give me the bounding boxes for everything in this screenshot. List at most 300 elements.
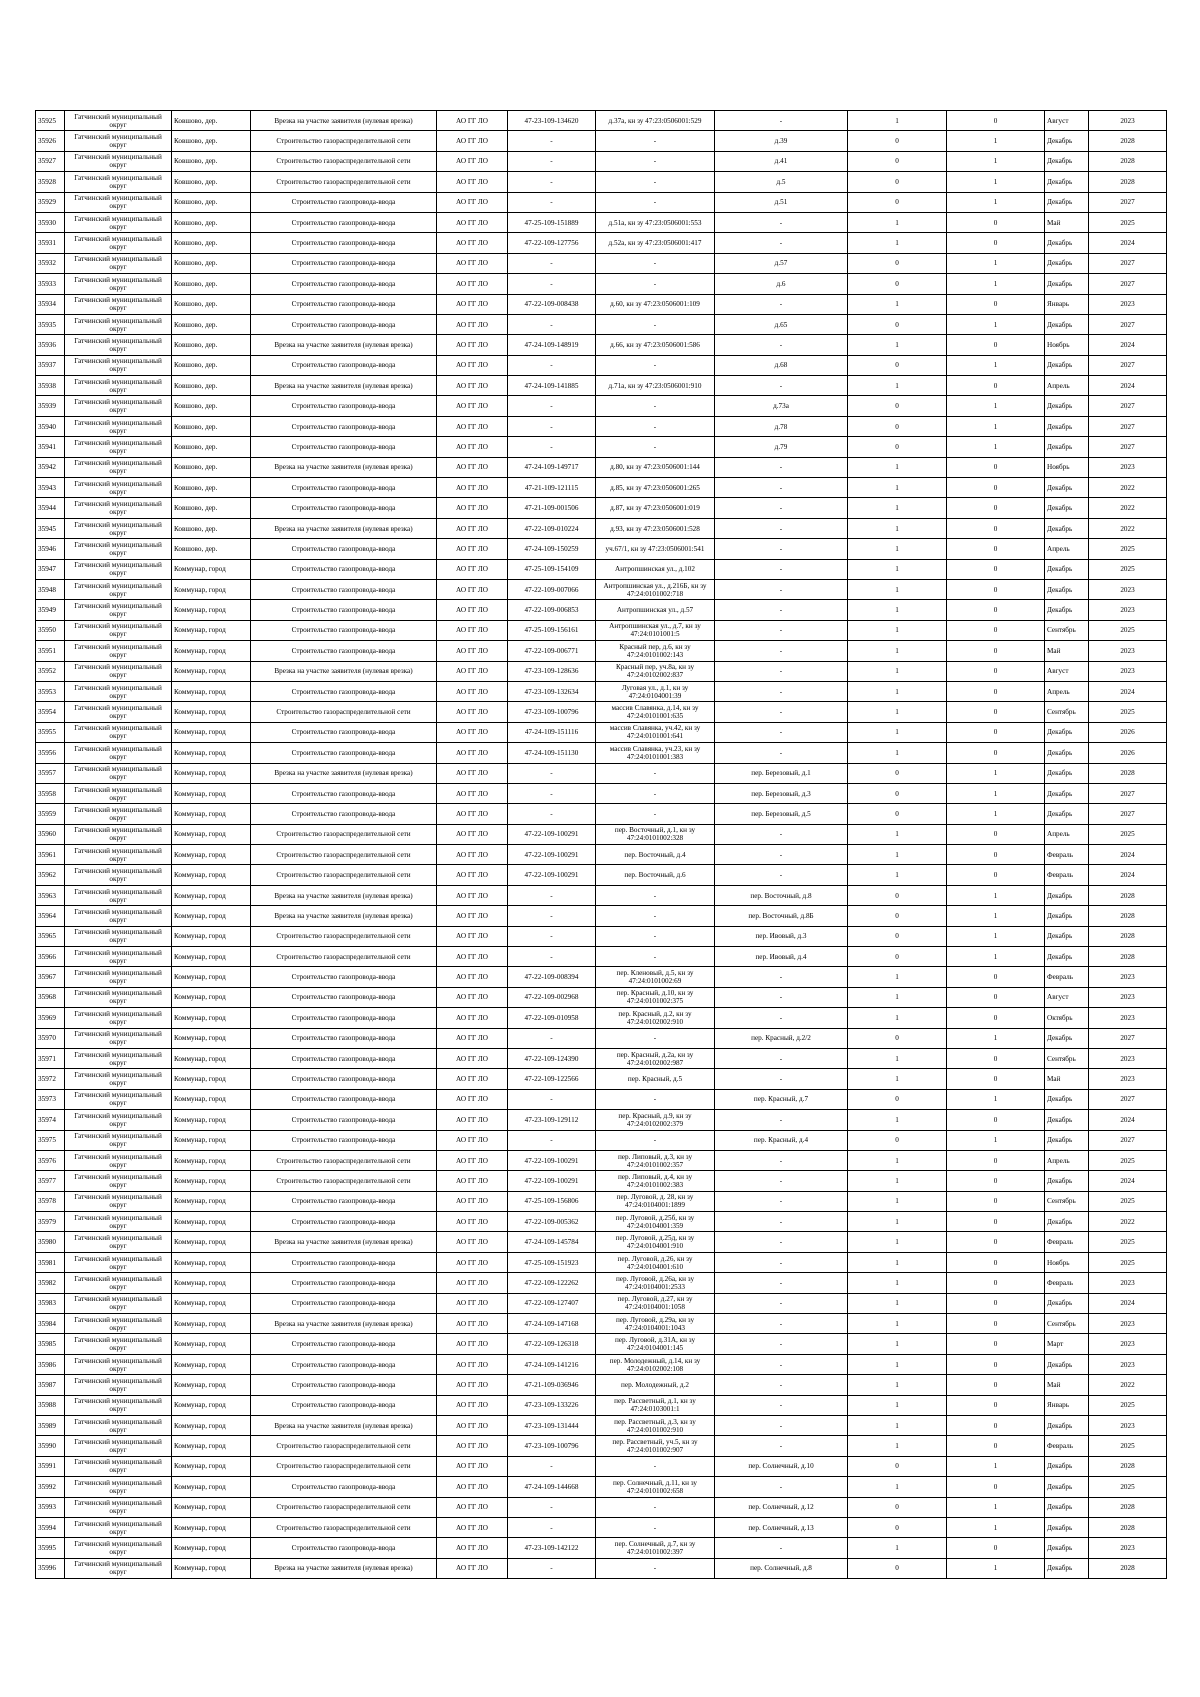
- count-a-cell: 1: [848, 1273, 947, 1293]
- planned-address-cell: -: [715, 457, 848, 477]
- district-cell: Гатчинский муниципальный округ: [65, 1416, 172, 1436]
- month-cell: Февраль: [1045, 1273, 1089, 1293]
- year-cell: 2025: [1089, 1150, 1167, 1170]
- planned-address-cell: -: [715, 212, 848, 232]
- row-number: 35926: [36, 131, 65, 151]
- address-cell: пер. Луговой, д.26, кн зу 47:24:0104001:610: [596, 1252, 715, 1272]
- organization-cell: АО ГГ ЛО: [437, 314, 508, 334]
- organization-cell: АО ГГ ЛО: [437, 783, 508, 803]
- address-cell: массив Славянка, уч.23, кн зу 47:24:0101001:383: [596, 743, 715, 763]
- address-cell: -: [596, 1028, 715, 1048]
- settlement-cell: Коммунар, город: [172, 1558, 251, 1578]
- application-number-cell: -: [508, 396, 596, 416]
- address-cell: Антропшинская ул., д.216Б, кн зу 47:24:0101002:718: [596, 579, 715, 599]
- row-number: 35960: [36, 824, 65, 844]
- district-cell: Гатчинский муниципальный округ: [65, 600, 172, 620]
- year-cell: 2022: [1089, 478, 1167, 498]
- application-number-cell: 47-24-109-141885: [508, 376, 596, 396]
- district-cell: Гатчинский муниципальный округ: [65, 906, 172, 926]
- organization-cell: АО ГГ ЛО: [437, 539, 508, 559]
- table-row: [36, 1416, 1167, 1436]
- row-number: 35994: [36, 1517, 65, 1537]
- month-cell: Январь: [1045, 1395, 1089, 1415]
- work-type-cell: Врезка на участке заявителя (нулевая врезка): [251, 376, 437, 396]
- district-cell: Гатчинский муниципальный округ: [65, 824, 172, 844]
- count-b-cell: 0: [947, 1212, 1045, 1232]
- work-type-cell: Строительство газопровода-ввода: [251, 396, 437, 416]
- planned-address-cell: пер. Восточный, д.8: [715, 885, 848, 905]
- month-cell: Ноябрь: [1045, 335, 1089, 355]
- row-number: 35991: [36, 1456, 65, 1476]
- address-cell: д.37а, кн зу 47:23:0506001:529: [596, 111, 715, 131]
- row-number: 35981: [36, 1252, 65, 1272]
- planned-address-cell: д.78: [715, 416, 848, 436]
- planned-address-cell: -: [715, 1314, 848, 1334]
- count-b-cell: 0: [947, 987, 1045, 1007]
- month-cell: Ноябрь: [1045, 457, 1089, 477]
- address-cell: пер. Восточный, д.4: [596, 845, 715, 865]
- organization-cell: АО ГГ ЛО: [437, 437, 508, 457]
- settlement-cell: Ковшово, дер.: [172, 111, 251, 131]
- district-cell: Гатчинский муниципальный округ: [65, 172, 172, 192]
- work-type-cell: Строительство газопровода-ввода: [251, 1089, 437, 1109]
- organization-cell: АО ГГ ЛО: [437, 335, 508, 355]
- count-a-cell: 1: [848, 1232, 947, 1252]
- work-type-cell: Строительство газопровода-ввода: [251, 967, 437, 987]
- count-a-cell: 0: [848, 253, 947, 273]
- count-a-cell: 1: [848, 111, 947, 131]
- month-cell: Декабрь: [1045, 1110, 1089, 1130]
- work-type-cell: Строительство газораспределительной сети: [251, 151, 437, 171]
- address-cell: -: [596, 416, 715, 436]
- table-row: [36, 355, 1167, 375]
- settlement-cell: Коммунар, город: [172, 1130, 251, 1150]
- address-cell: д.93, кн зу 47:23:0506001:528: [596, 518, 715, 538]
- year-cell: 2028: [1089, 1558, 1167, 1578]
- count-a-cell: 1: [848, 967, 947, 987]
- organization-cell: АО ГГ ЛО: [437, 620, 508, 640]
- address-cell: пер. Луговой, д.26а, кн зу 47:24:0104001:2533: [596, 1273, 715, 1293]
- settlement-cell: Коммунар, город: [172, 1048, 251, 1068]
- application-number-cell: 47-25-109-154109: [508, 559, 596, 579]
- count-a-cell: 1: [848, 518, 947, 538]
- count-b-cell: 0: [947, 1048, 1045, 1068]
- address-cell: пер. Луговой, д.27, кн зу 47:24:0104001:1058: [596, 1293, 715, 1313]
- planned-address-cell: -: [715, 681, 848, 701]
- year-cell: 2024: [1089, 865, 1167, 885]
- planned-address-cell: д.6: [715, 274, 848, 294]
- organization-cell: АО ГГ ЛО: [437, 416, 508, 436]
- work-type-cell: Строительство газопровода-ввода: [251, 620, 437, 640]
- count-b-cell: 0: [947, 1293, 1045, 1313]
- row-number: 35982: [36, 1273, 65, 1293]
- count-a-cell: 1: [848, 335, 947, 355]
- month-cell: Декабрь: [1045, 396, 1089, 416]
- district-cell: Гатчинский муниципальный округ: [65, 111, 172, 131]
- planned-address-cell: -: [715, 1008, 848, 1028]
- settlement-cell: Коммунар, город: [172, 1538, 251, 1558]
- district-cell: Гатчинский муниципальный округ: [65, 1375, 172, 1395]
- organization-cell: АО ГГ ЛО: [437, 1517, 508, 1537]
- year-cell: 2022: [1089, 518, 1167, 538]
- address-cell: Антропшинская ул., д.57: [596, 600, 715, 620]
- count-a-cell: 0: [848, 151, 947, 171]
- year-cell: 2023: [1089, 579, 1167, 599]
- application-number-cell: 47-22-109-100291: [508, 865, 596, 885]
- year-cell: 2023: [1089, 987, 1167, 1007]
- work-type-cell: Строительство газораспределительной сети: [251, 947, 437, 967]
- district-cell: Гатчинский муниципальный округ: [65, 212, 172, 232]
- year-cell: 2027: [1089, 1028, 1167, 1048]
- district-cell: Гатчинский муниципальный округ: [65, 947, 172, 967]
- count-a-cell: 0: [848, 192, 947, 212]
- planned-address-cell: -: [715, 1150, 848, 1170]
- month-cell: Январь: [1045, 294, 1089, 314]
- year-cell: 2027: [1089, 416, 1167, 436]
- month-cell: Декабрь: [1045, 233, 1089, 253]
- year-cell: 2024: [1089, 1110, 1167, 1130]
- district-cell: Гатчинский муниципальный округ: [65, 1130, 172, 1150]
- count-b-cell: 0: [947, 681, 1045, 701]
- address-cell: д.80, кн зу 47:23:0506001:144: [596, 457, 715, 477]
- count-b-cell: 1: [947, 131, 1045, 151]
- district-cell: Гатчинский муниципальный округ: [65, 437, 172, 457]
- year-cell: 2024: [1089, 233, 1167, 253]
- count-b-cell: 1: [947, 151, 1045, 171]
- settlement-cell: Коммунар, город: [172, 845, 251, 865]
- work-type-cell: Строительство газопровода-ввода: [251, 1008, 437, 1028]
- table-row: [36, 111, 1167, 131]
- month-cell: Апрель: [1045, 1150, 1089, 1170]
- settlement-cell: Ковшово, дер.: [172, 172, 251, 192]
- district-cell: Гатчинский муниципальный округ: [65, 1314, 172, 1334]
- year-cell: 2027: [1089, 396, 1167, 416]
- work-type-cell: Строительство газопровода-ввода: [251, 1252, 437, 1272]
- month-cell: Сентябрь: [1045, 1314, 1089, 1334]
- planned-address-cell: -: [715, 641, 848, 661]
- application-number-cell: -: [508, 1130, 596, 1150]
- count-a-cell: 1: [848, 539, 947, 559]
- month-cell: Декабрь: [1045, 274, 1089, 294]
- settlement-cell: Коммунар, город: [172, 1517, 251, 1537]
- row-number: 35968: [36, 987, 65, 1007]
- organization-cell: АО ГГ ЛО: [437, 457, 508, 477]
- row-number: 35977: [36, 1171, 65, 1191]
- work-type-cell: Врезка на участке заявителя (нулевая врезка): [251, 885, 437, 905]
- address-cell: пер. Луговой, д.25д, кн зу 47:24:0104001:910: [596, 1232, 715, 1252]
- month-cell: Декабрь: [1045, 783, 1089, 803]
- district-cell: Гатчинский муниципальный округ: [65, 702, 172, 722]
- table-row: [36, 702, 1167, 722]
- planned-address-cell: -: [715, 1538, 848, 1558]
- month-cell: Февраль: [1045, 967, 1089, 987]
- count-a-cell: 0: [848, 885, 947, 905]
- month-cell: Декабрь: [1045, 314, 1089, 334]
- planned-address-cell: -: [715, 539, 848, 559]
- planned-address-cell: д.51: [715, 192, 848, 212]
- work-type-cell: Строительство газопровода-ввода: [251, 416, 437, 436]
- count-b-cell: 0: [947, 579, 1045, 599]
- organization-cell: АО ГГ ЛО: [437, 253, 508, 273]
- address-cell: пер. Красный, д.2, кн зу 47:24:0102002:910: [596, 1008, 715, 1028]
- settlement-cell: Ковшово, дер.: [172, 192, 251, 212]
- count-b-cell: 1: [947, 416, 1045, 436]
- planned-address-cell: -: [715, 722, 848, 742]
- organization-cell: АО ГГ ЛО: [437, 743, 508, 763]
- application-number-cell: 47-22-109-006771: [508, 641, 596, 661]
- table-row: [36, 722, 1167, 742]
- count-b-cell: 1: [947, 926, 1045, 946]
- year-cell: 2023: [1089, 967, 1167, 987]
- count-b-cell: 1: [947, 947, 1045, 967]
- settlement-cell: Коммунар, город: [172, 1416, 251, 1436]
- organization-cell: АО ГГ ЛО: [437, 294, 508, 314]
- application-number-cell: -: [508, 253, 596, 273]
- count-b-cell: 1: [947, 804, 1045, 824]
- district-cell: Гатчинский муниципальный округ: [65, 743, 172, 763]
- settlement-cell: Коммунар, город: [172, 824, 251, 844]
- district-cell: Гатчинский муниципальный округ: [65, 1232, 172, 1252]
- application-number-cell: 47-22-109-127756: [508, 233, 596, 253]
- count-a-cell: 1: [848, 1293, 947, 1313]
- planned-address-cell: -: [715, 1436, 848, 1456]
- month-cell: Апрель: [1045, 681, 1089, 701]
- district-cell: Гатчинский муниципальный округ: [65, 131, 172, 151]
- settlement-cell: Коммунар, город: [172, 722, 251, 742]
- application-number-cell: 47-24-109-144668: [508, 1477, 596, 1497]
- organization-cell: АО ГГ ЛО: [437, 681, 508, 701]
- work-type-cell: Строительство газопровода-ввода: [251, 314, 437, 334]
- work-type-cell: Врезка на участке заявителя (нулевая врезка): [251, 111, 437, 131]
- count-b-cell: 1: [947, 355, 1045, 375]
- settlement-cell: Ковшово, дер.: [172, 335, 251, 355]
- planned-address-cell: -: [715, 335, 848, 355]
- count-b-cell: 1: [947, 1497, 1045, 1517]
- work-type-cell: Строительство газопровода-ввода: [251, 478, 437, 498]
- row-number: 35974: [36, 1110, 65, 1130]
- table-row: [36, 947, 1167, 967]
- count-b-cell: 0: [947, 620, 1045, 640]
- month-cell: Декабрь: [1045, 885, 1089, 905]
- count-a-cell: 0: [848, 1558, 947, 1578]
- count-b-cell: 0: [947, 518, 1045, 538]
- year-cell: 2025: [1089, 539, 1167, 559]
- application-number-cell: -: [508, 172, 596, 192]
- work-type-cell: Строительство газораспределительной сети: [251, 845, 437, 865]
- address-cell: пер. Красный, д.9, кн зу 47:24:0102002:379: [596, 1110, 715, 1130]
- row-number: 35952: [36, 661, 65, 681]
- organization-cell: АО ГГ ЛО: [437, 947, 508, 967]
- count-a-cell: 1: [848, 1354, 947, 1374]
- work-type-cell: Строительство газопровода-ввода: [251, 1191, 437, 1211]
- organization-cell: АО ГГ ЛО: [437, 1456, 508, 1476]
- year-cell: 2027: [1089, 253, 1167, 273]
- planned-address-cell: -: [715, 743, 848, 763]
- count-a-cell: 1: [848, 212, 947, 232]
- address-cell: пер. Солнечный, д.7, кн зу 47:24:0101002:397: [596, 1538, 715, 1558]
- count-b-cell: 0: [947, 600, 1045, 620]
- settlement-cell: Ковшово, дер.: [172, 396, 251, 416]
- address-cell: Красный пер, д.6, кн зу 47:24:0101002:143: [596, 641, 715, 661]
- month-cell: Декабрь: [1045, 722, 1089, 742]
- month-cell: Декабрь: [1045, 926, 1089, 946]
- month-cell: Декабрь: [1045, 478, 1089, 498]
- row-number: 35986: [36, 1354, 65, 1374]
- count-a-cell: 1: [848, 987, 947, 1007]
- planned-address-cell: д.68: [715, 355, 848, 375]
- settlement-cell: Коммунар, город: [172, 967, 251, 987]
- table-row: [36, 314, 1167, 334]
- month-cell: Декабрь: [1045, 804, 1089, 824]
- settlement-cell: Коммунар, город: [172, 641, 251, 661]
- organization-cell: АО ГГ ЛО: [437, 1089, 508, 1109]
- address-cell: -: [596, 355, 715, 375]
- organization-cell: АО ГГ ЛО: [437, 1232, 508, 1252]
- table-row: [36, 376, 1167, 396]
- row-number: 35950: [36, 620, 65, 640]
- address-cell: пер. Красный, д.5: [596, 1069, 715, 1089]
- count-a-cell: 1: [848, 1171, 947, 1191]
- work-type-cell: Строительство газопровода-ввода: [251, 1273, 437, 1293]
- month-cell: Декабрь: [1045, 1558, 1089, 1578]
- address-cell: -: [596, 274, 715, 294]
- organization-cell: АО ГГ ЛО: [437, 1273, 508, 1293]
- application-number-cell: -: [508, 355, 596, 375]
- month-cell: Апрель: [1045, 539, 1089, 559]
- month-cell: Сентябрь: [1045, 702, 1089, 722]
- count-a-cell: 1: [848, 743, 947, 763]
- count-b-cell: 1: [947, 1028, 1045, 1048]
- row-number: 35937: [36, 355, 65, 375]
- address-cell: д.66, кн зу 47:23:0506001:586: [596, 335, 715, 355]
- district-cell: Гатчинский муниципальный округ: [65, 518, 172, 538]
- settlement-cell: Ковшово, дер.: [172, 253, 251, 273]
- month-cell: Март: [1045, 1334, 1089, 1354]
- application-number-cell: 47-22-109-010958: [508, 1008, 596, 1028]
- address-cell: уч.67/1, кн зу 47:23:0506001:541: [596, 539, 715, 559]
- work-type-cell: Врезка на участке заявителя (нулевая врезка): [251, 661, 437, 681]
- settlement-cell: Коммунар, город: [172, 620, 251, 640]
- count-b-cell: 1: [947, 253, 1045, 273]
- row-number: 35984: [36, 1314, 65, 1334]
- district-cell: Гатчинский муниципальный округ: [65, 314, 172, 334]
- settlement-cell: Коммунар, город: [172, 1008, 251, 1028]
- address-cell: массив Славянка, д.14, кн зу 47:24:0101001:635: [596, 702, 715, 722]
- organization-cell: АО ГГ ЛО: [437, 1497, 508, 1517]
- year-cell: 2025: [1089, 702, 1167, 722]
- application-number-cell: -: [508, 1497, 596, 1517]
- count-b-cell: 0: [947, 111, 1045, 131]
- organization-cell: АО ГГ ЛО: [437, 172, 508, 192]
- planned-address-cell: -: [715, 376, 848, 396]
- planned-address-cell: д.65: [715, 314, 848, 334]
- table-row: [36, 518, 1167, 538]
- table-row: [36, 559, 1167, 579]
- application-number-cell: -: [508, 1558, 596, 1578]
- district-cell: Гатчинский муниципальный округ: [65, 478, 172, 498]
- work-type-cell: Строительство газопровода-ввода: [251, 1130, 437, 1150]
- count-a-cell: 0: [848, 274, 947, 294]
- row-number: 35992: [36, 1477, 65, 1497]
- address-cell: пер. Красный, д.10, кн зу 47:24:0101002:375: [596, 987, 715, 1007]
- count-a-cell: 1: [848, 1334, 947, 1354]
- table-row: [36, 1314, 1167, 1334]
- year-cell: 2023: [1089, 600, 1167, 620]
- table-row: [36, 1048, 1167, 1068]
- month-cell: Ноябрь: [1045, 1252, 1089, 1272]
- address-cell: пер. Солнечный, д.11, кн зу 47:24:0101002:658: [596, 1477, 715, 1497]
- month-cell: Август: [1045, 661, 1089, 681]
- work-type-cell: Строительство газопровода-ввода: [251, 1538, 437, 1558]
- month-cell: Декабрь: [1045, 1028, 1089, 1048]
- application-number-cell: 47-22-109-002968: [508, 987, 596, 1007]
- work-type-cell: Врезка на участке заявителя (нулевая врезка): [251, 1558, 437, 1578]
- address-cell: -: [596, 947, 715, 967]
- application-number-cell: 47-21-109-036946: [508, 1375, 596, 1395]
- district-cell: Гатчинский муниципальный округ: [65, 763, 172, 783]
- work-type-cell: Строительство газопровода-ввода: [251, 1375, 437, 1395]
- organization-cell: АО ГГ ЛО: [437, 1395, 508, 1415]
- month-cell: Май: [1045, 1069, 1089, 1089]
- count-a-cell: 1: [848, 1069, 947, 1089]
- row-number: 35930: [36, 212, 65, 232]
- month-cell: Декабрь: [1045, 1477, 1089, 1497]
- count-b-cell: 1: [947, 1558, 1045, 1578]
- count-a-cell: 1: [848, 620, 947, 640]
- work-type-cell: Строительство газопровода-ввода: [251, 804, 437, 824]
- address-cell: -: [596, 396, 715, 416]
- address-cell: д.52а, кн зу 47:23:0506001:417: [596, 233, 715, 253]
- month-cell: Февраль: [1045, 865, 1089, 885]
- district-cell: Гатчинский муниципальный округ: [65, 294, 172, 314]
- month-cell: Декабрь: [1045, 1089, 1089, 1109]
- settlement-cell: Ковшово, дер.: [172, 539, 251, 559]
- address-cell: пер. Луговой, д. 28, кн зу 47:24:0104001:1899: [596, 1191, 715, 1211]
- organization-cell: АО ГГ ЛО: [437, 192, 508, 212]
- work-type-cell: Строительство газораспределительной сети: [251, 1456, 437, 1476]
- address-cell: пер. Молодежный, д.2: [596, 1375, 715, 1395]
- address-cell: -: [596, 1517, 715, 1537]
- address-cell: -: [596, 926, 715, 946]
- district-cell: Гатчинский муниципальный округ: [65, 1436, 172, 1456]
- planned-address-cell: -: [715, 1110, 848, 1130]
- month-cell: Декабрь: [1045, 906, 1089, 926]
- table-row: [36, 437, 1167, 457]
- planned-address-cell: д.79: [715, 437, 848, 457]
- organization-cell: АО ГГ ЛО: [437, 1069, 508, 1089]
- application-number-cell: 47-23-109-100796: [508, 702, 596, 722]
- district-cell: Гатчинский муниципальный округ: [65, 987, 172, 1007]
- month-cell: Декабрь: [1045, 1456, 1089, 1476]
- organization-cell: АО ГГ ЛО: [437, 885, 508, 905]
- row-number: 35939: [36, 396, 65, 416]
- settlement-cell: Коммунар, город: [172, 1089, 251, 1109]
- planned-address-cell: пер. Солнечный, д.8: [715, 1558, 848, 1578]
- application-number-cell: -: [508, 906, 596, 926]
- table-row: [36, 539, 1167, 559]
- row-number: 35988: [36, 1395, 65, 1415]
- planned-address-cell: -: [715, 559, 848, 579]
- count-a-cell: 0: [848, 1497, 947, 1517]
- application-number-cell: -: [508, 274, 596, 294]
- planned-address-cell: пер. Красный, д.7: [715, 1089, 848, 1109]
- planned-address-cell: -: [715, 1191, 848, 1211]
- table-row: [36, 1558, 1167, 1578]
- year-cell: 2023: [1089, 457, 1167, 477]
- table-row: [36, 335, 1167, 355]
- row-number: 35985: [36, 1334, 65, 1354]
- table-row: [36, 1212, 1167, 1232]
